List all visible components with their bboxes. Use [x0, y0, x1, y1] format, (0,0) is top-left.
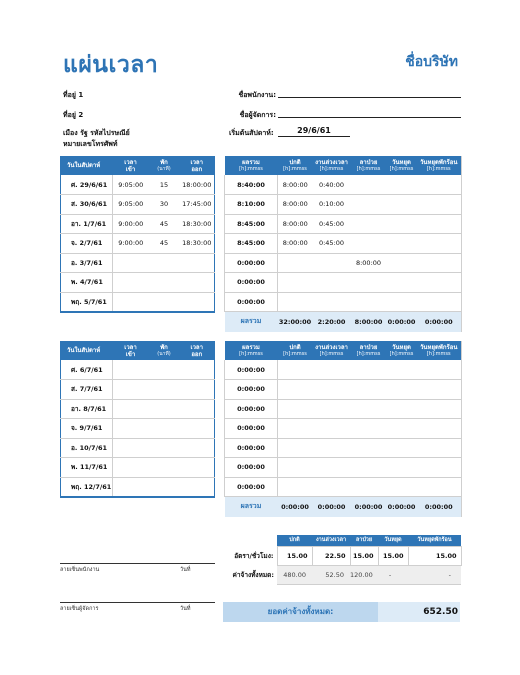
- holiday-header: วันหยุด [h]:mmss: [387, 341, 417, 360]
- time-in-cell[interactable]: [113, 380, 149, 400]
- regular-cell[interactable]: 8:00:00: [278, 175, 313, 195]
- total-cell: 0:00:00: [225, 292, 278, 312]
- day-cell: พ. 4/7/61: [61, 273, 113, 293]
- regular-cell[interactable]: [278, 292, 313, 312]
- sum-vacation: 0:00:00: [417, 497, 462, 517]
- time-in-cell[interactable]: 9:00:00: [113, 214, 149, 234]
- vacation-cell[interactable]: [417, 477, 462, 497]
- overtime-header: งานล่วงเวลา [h]:mmss: [313, 341, 351, 360]
- hours-row: [225, 419, 462, 439]
- regular-cell[interactable]: [278, 419, 313, 439]
- day-row: [61, 477, 215, 497]
- overtime-cell[interactable]: [313, 253, 351, 273]
- time-in-cell[interactable]: 9:05:00: [113, 195, 149, 215]
- overtime-cell[interactable]: [313, 419, 351, 439]
- regular-cell[interactable]: [278, 399, 313, 419]
- cost-overtime: 52.50: [312, 565, 350, 584]
- rate-sick[interactable]: 15.00: [350, 546, 378, 565]
- holiday-cell[interactable]: [387, 419, 417, 439]
- day-cell: จ. 2/7/61: [61, 234, 113, 254]
- manager-signature-label: ลายเซ็นผู้จัดการ: [60, 606, 99, 612]
- overtime-cell[interactable]: [313, 458, 351, 478]
- total-cell: 0:00:00: [225, 360, 278, 380]
- hours-row: [225, 253, 462, 273]
- time-out-cell[interactable]: [180, 253, 215, 273]
- regular-cell[interactable]: 8:00:00: [278, 195, 313, 215]
- time-out-cell[interactable]: [180, 477, 215, 497]
- time-in-cell[interactable]: [113, 292, 149, 312]
- hours-row: [225, 458, 462, 478]
- time-in-cell[interactable]: 9:00:00: [113, 234, 149, 254]
- rate-vacation[interactable]: 15.00: [408, 546, 461, 565]
- week-start-label: เริ่มต้นสัปดาห์:: [229, 129, 274, 137]
- regular-cell[interactable]: [278, 477, 313, 497]
- sick-cell[interactable]: [351, 419, 387, 439]
- regular-cell[interactable]: 8:00:00: [278, 214, 313, 234]
- vacation-cell[interactable]: [417, 419, 462, 439]
- break-header: พัก (นาที): [149, 156, 180, 175]
- total-header: ผลรวม [h]:mmss: [225, 341, 278, 360]
- address-line-2: ที่อยู่ 2: [63, 111, 84, 119]
- time-out-header: เวลา ออก: [180, 156, 215, 175]
- rates-corner: [224, 535, 277, 546]
- overtime-cell[interactable]: [313, 380, 351, 400]
- sum-holiday: 0:00:00: [387, 497, 417, 517]
- break-cell[interactable]: 30: [149, 195, 180, 215]
- total-pay-value: 652.50: [423, 607, 458, 617]
- total-cell: 0:00:00: [225, 399, 278, 419]
- overtime-cell[interactable]: [313, 477, 351, 497]
- sick-cell[interactable]: [351, 380, 387, 400]
- cost-label: ค่าจ้างทั้งหมด:: [232, 570, 274, 579]
- day-row: [61, 380, 215, 400]
- day-row: [61, 419, 215, 439]
- time-in-cell[interactable]: [113, 399, 149, 419]
- vacation-cell[interactable]: [417, 175, 462, 195]
- sum-label: ผลรวม: [225, 312, 278, 332]
- time-in-header: เวลา เข้า: [113, 341, 149, 360]
- day-cell: อ. 10/7/61: [61, 438, 113, 458]
- day-cell: อา. 8/7/61: [61, 399, 113, 419]
- hours-row: [225, 380, 462, 400]
- holiday-cell[interactable]: [387, 477, 417, 497]
- total-cell: 0:00:00: [225, 253, 278, 273]
- time-in-cell[interactable]: 9:05:00: [113, 175, 149, 195]
- day-row: [61, 214, 215, 234]
- total-cell: 8:40:00: [225, 175, 278, 195]
- rate-regular[interactable]: 15.00: [277, 546, 312, 565]
- day-row: [61, 175, 215, 195]
- hours-row: [225, 175, 462, 195]
- regular-cell[interactable]: [278, 273, 313, 293]
- total-cell: 0:00:00: [225, 273, 278, 293]
- sick-cell[interactable]: [351, 175, 387, 195]
- hours-row: [225, 214, 462, 234]
- hours-row: [225, 438, 462, 458]
- day-cell: อ. 3/7/61: [61, 253, 113, 273]
- week1-hours-table: [224, 156, 462, 332]
- total-pay-label: ยอดค่าจ้างทั้งหมด:: [223, 602, 378, 622]
- holiday-cell[interactable]: [387, 214, 417, 234]
- day-row: [61, 273, 215, 293]
- time-out-cell[interactable]: 18:30:00: [180, 214, 215, 234]
- time-in-cell[interactable]: [113, 438, 149, 458]
- sick-cell[interactable]: [351, 360, 387, 380]
- rate-holiday[interactable]: 15.00: [378, 546, 408, 565]
- break-cell[interactable]: [149, 419, 180, 439]
- sum-overtime: 2:20:00: [313, 312, 351, 332]
- holiday-cell[interactable]: [387, 253, 417, 273]
- day-cell: พฤ. 5/7/61: [61, 292, 113, 312]
- regular-header: ปกติ [h]:mmss: [278, 341, 313, 360]
- overtime-cell[interactable]: [313, 292, 351, 312]
- holiday-cell[interactable]: [387, 399, 417, 419]
- day-row: [61, 234, 215, 254]
- overtime-cell[interactable]: [313, 399, 351, 419]
- overtime-cell[interactable]: 0:45:00: [313, 214, 351, 234]
- vacation-cell[interactable]: [417, 380, 462, 400]
- total-cell: 0:00:00: [225, 419, 278, 439]
- day-row: [61, 438, 215, 458]
- rate-header-regular: ปกติ: [277, 535, 312, 546]
- vacation-cell[interactable]: [417, 214, 462, 234]
- day-header: วันในสัปดาห์: [61, 341, 113, 360]
- hours-row: [225, 234, 462, 254]
- week1-time-table: [60, 156, 215, 313]
- cost-row: [224, 565, 461, 584]
- rate-header-overtime: งานล่วงเวลา: [312, 535, 350, 546]
- vacation-cell[interactable]: [417, 234, 462, 254]
- hours-row: [225, 360, 462, 380]
- week2-time-table: [60, 341, 215, 498]
- break-cell[interactable]: [149, 360, 180, 380]
- day-row: [61, 399, 215, 419]
- sum-holiday: 0:00:00: [387, 312, 417, 332]
- overtime-cell[interactable]: [313, 273, 351, 293]
- sick-cell[interactable]: [351, 458, 387, 478]
- vacation-cell[interactable]: [417, 399, 462, 419]
- manager-name-field[interactable]: [278, 117, 461, 118]
- rate-header-vacation: วันหยุดพักร้อน: [408, 535, 461, 546]
- holiday-header: วันหยุด [h]:mmss: [387, 156, 417, 175]
- hours-row: [225, 273, 462, 293]
- regular-cell[interactable]: [278, 458, 313, 478]
- time-out-cell[interactable]: 17:45:00: [180, 195, 215, 215]
- time-out-cell[interactable]: 18:00:00: [180, 175, 215, 195]
- holiday-cell[interactable]: [387, 292, 417, 312]
- break-cell[interactable]: [149, 273, 180, 293]
- time-in-cell[interactable]: [113, 253, 149, 273]
- sick-cell[interactable]: [351, 195, 387, 215]
- employee-name-label: ชื่อพนักงาน:: [238, 91, 276, 99]
- day-cell: ศ. 6/7/61: [61, 360, 113, 380]
- sum-overtime: 0:00:00: [313, 497, 351, 517]
- sick-cell[interactable]: [351, 438, 387, 458]
- day-row: [61, 292, 215, 312]
- total-cell: 0:00:00: [225, 380, 278, 400]
- address-line-1: ที่อยู่ 1: [63, 91, 84, 99]
- day-header: วันในสัปดาห์: [61, 156, 113, 175]
- week2-sum-row: [225, 497, 462, 517]
- total-cell: 8:45:00: [225, 214, 278, 234]
- day-cell: ศ. 29/6/61: [61, 175, 113, 195]
- sick-cell[interactable]: [351, 273, 387, 293]
- total-cell: 8:45:00: [225, 234, 278, 254]
- break-cell[interactable]: [149, 458, 180, 478]
- vacation-cell[interactable]: [417, 253, 462, 273]
- vacation-cell[interactable]: [417, 292, 462, 312]
- time-out-cell[interactable]: [180, 380, 215, 400]
- time-in-cell[interactable]: [113, 360, 149, 380]
- break-cell[interactable]: [149, 253, 180, 273]
- rate-overtime[interactable]: 22.50: [312, 546, 350, 565]
- time-out-header: เวลา ออก: [180, 341, 215, 360]
- break-header: พัก (นาที): [149, 341, 180, 360]
- employee-date-label: วันที่: [180, 567, 191, 573]
- phone-number: หมายเลขโทรศัพท์: [63, 140, 118, 148]
- break-cell[interactable]: [149, 399, 180, 419]
- overtime-cell[interactable]: 0:40:00: [313, 175, 351, 195]
- sum-label: ผลรวม: [225, 497, 278, 517]
- vacation-cell[interactable]: [417, 438, 462, 458]
- vacation-header: วันหยุดพักร้อน [h]:mmss: [417, 156, 462, 175]
- day-cell: ส. 7/7/61: [61, 380, 113, 400]
- city-state-zip: เมือง รัฐ รหัสไปรษณีย์: [63, 129, 130, 137]
- day-cell: พฤ. 12/7/61: [61, 477, 113, 497]
- day-cell: อา. 1/7/61: [61, 214, 113, 234]
- manager-signature-line[interactable]: [60, 602, 215, 603]
- overtime-cell[interactable]: [313, 360, 351, 380]
- time-out-cell[interactable]: [180, 419, 215, 439]
- sick-header: ลาป่วย [h]:mmss: [351, 156, 387, 175]
- holiday-cell[interactable]: [387, 175, 417, 195]
- day-cell: จ. 9/7/61: [61, 419, 113, 439]
- cost-regular: 480.00: [277, 565, 312, 584]
- break-cell[interactable]: [149, 380, 180, 400]
- rate-header-sick: ลาป่วย: [350, 535, 378, 546]
- holiday-cell[interactable]: [387, 195, 417, 215]
- regular-cell[interactable]: [278, 360, 313, 380]
- day-row: [61, 195, 215, 215]
- sick-cell[interactable]: [351, 214, 387, 234]
- total-cell: 0:00:00: [225, 477, 278, 497]
- company-name: ชื่อบริษัท: [405, 54, 458, 70]
- overtime-cell[interactable]: 0:10:00: [313, 195, 351, 215]
- day-cell: ส. 30/6/61: [61, 195, 113, 215]
- sum-vacation: 0:00:00: [417, 312, 462, 332]
- day-row: [61, 458, 215, 478]
- hours-row: [225, 477, 462, 497]
- hours-row: [225, 195, 462, 215]
- regular-cell[interactable]: [278, 253, 313, 273]
- vacation-header: วันหยุดพักร้อน [h]:mmss: [417, 341, 462, 360]
- sum-sick: 0:00:00: [351, 497, 387, 517]
- break-cell[interactable]: 15: [149, 175, 180, 195]
- employee-name-field[interactable]: [278, 97, 461, 98]
- day-row: [61, 360, 215, 380]
- vacation-cell[interactable]: [417, 458, 462, 478]
- holiday-cell[interactable]: [387, 380, 417, 400]
- sick-cell[interactable]: 8:00:00: [351, 253, 387, 273]
- break-cell[interactable]: [149, 292, 180, 312]
- rate-label: อัตรา/ชั่วโมง:: [234, 551, 274, 560]
- sum-regular: 32:00:00: [278, 312, 313, 332]
- vacation-cell[interactable]: [417, 195, 462, 215]
- time-out-cell[interactable]: [180, 399, 215, 419]
- vacation-cell[interactable]: [417, 360, 462, 380]
- day-cell: พ. 11/7/61: [61, 458, 113, 478]
- cost-vacation: -: [408, 565, 461, 584]
- regular-cell[interactable]: 8:00:00: [278, 234, 313, 254]
- sum-regular: 0:00:00: [278, 497, 313, 517]
- time-in-cell[interactable]: [113, 458, 149, 478]
- employee-signature-line[interactable]: [60, 563, 215, 564]
- time-out-cell[interactable]: [180, 273, 215, 293]
- rates-table: [224, 535, 462, 585]
- week-start-value[interactable]: 29/6/61: [278, 126, 350, 137]
- time-out-cell[interactable]: [180, 458, 215, 478]
- overtime-cell[interactable]: 0:45:00: [313, 234, 351, 254]
- week1-sum-row: [225, 312, 462, 332]
- holiday-cell[interactable]: [387, 234, 417, 254]
- cost-sick: 120.00: [350, 565, 378, 584]
- total-header: ผลรวม [h]:mmss: [225, 156, 278, 175]
- total-cell: 8:10:00: [225, 195, 278, 215]
- week2-hours-table: [224, 341, 462, 517]
- total-cell: 0:00:00: [225, 438, 278, 458]
- time-out-cell[interactable]: [180, 292, 215, 312]
- cost-holiday: -: [378, 565, 408, 584]
- regular-cell[interactable]: [278, 380, 313, 400]
- vacation-cell[interactable]: [417, 273, 462, 293]
- manager-date-label: วันที่: [180, 606, 191, 612]
- manager-name-label: ชื่อผู้จัดการ:: [239, 111, 276, 119]
- holiday-cell[interactable]: [387, 458, 417, 478]
- hours-row: [225, 399, 462, 419]
- time-out-cell[interactable]: [180, 360, 215, 380]
- overtime-header: งานล่วงเวลา [h]:mmss: [313, 156, 351, 175]
- time-in-cell[interactable]: [113, 273, 149, 293]
- break-cell[interactable]: [149, 438, 180, 458]
- regular-header: ปกติ [h]:mmss: [278, 156, 313, 175]
- time-in-cell[interactable]: [113, 477, 149, 497]
- rate-row: [224, 546, 461, 565]
- time-out-cell[interactable]: [180, 438, 215, 458]
- holiday-cell[interactable]: [387, 273, 417, 293]
- break-cell[interactable]: [149, 477, 180, 497]
- break-cell[interactable]: 45: [149, 234, 180, 254]
- day-row: [61, 253, 215, 273]
- holiday-cell[interactable]: [387, 438, 417, 458]
- regular-cell[interactable]: [278, 438, 313, 458]
- sick-cell[interactable]: [351, 292, 387, 312]
- sick-header: ลาป่วย [h]:mmss: [351, 341, 387, 360]
- hours-row: [225, 292, 462, 312]
- break-cell[interactable]: 45: [149, 214, 180, 234]
- total-cell: 0:00:00: [225, 458, 278, 478]
- holiday-cell[interactable]: [387, 360, 417, 380]
- time-in-cell[interactable]: [113, 419, 149, 439]
- employee-signature-label: ลายเซ็นพนักงาน: [60, 567, 100, 573]
- rate-header-holiday: วันหยุด: [378, 535, 408, 546]
- page-title: แผ่นเวลา: [63, 52, 159, 78]
- sick-cell[interactable]: [351, 477, 387, 497]
- time-out-cell[interactable]: 18:30:00: [180, 234, 215, 254]
- overtime-cell[interactable]: [313, 438, 351, 458]
- sum-sick: 8:00:00: [351, 312, 387, 332]
- sick-cell[interactable]: [351, 234, 387, 254]
- sick-cell[interactable]: [351, 399, 387, 419]
- time-in-header: เวลา เข้า: [113, 156, 149, 175]
